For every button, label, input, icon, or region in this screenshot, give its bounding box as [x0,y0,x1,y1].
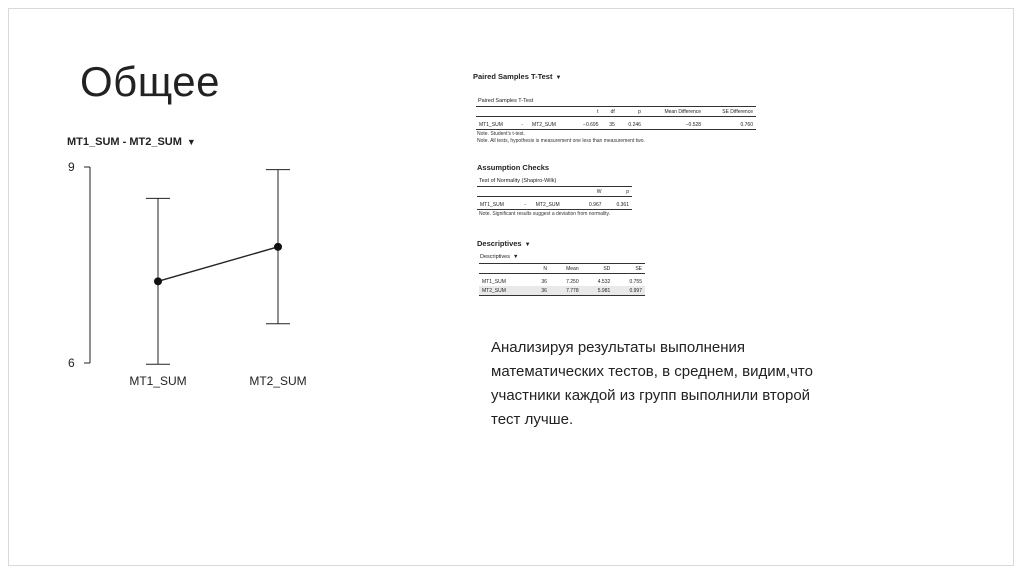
assumptions-cell: - [524,201,527,208]
descriptives-col-header [479,264,530,274]
descriptives-row [479,274,645,287]
series-connector-line [158,247,278,281]
ttest-caret-icon[interactable]: ▼ [555,75,562,81]
x-tick-label: MT1_SUM [129,374,187,388]
slide-title: Общее [80,58,221,105]
ttest-col-header [476,107,518,117]
descriptives-caption-caret-icon[interactable]: ▼ [512,254,519,260]
descriptives-col-header: Mean [566,265,579,272]
body-line-2: математических тестов, в среднем, видим,что [491,363,813,380]
ttest-cell: 35 [609,121,615,128]
ttest-table [476,106,756,130]
ttest-col-header: t [597,108,599,115]
assumptions-col-header [521,187,532,197]
plot-header-label: MT1_SUM - MT2_SUM [67,136,182,148]
ttest-cell: −0.695 [583,121,599,128]
assumptions-col-header [477,187,521,197]
y-tick-label: 6 [68,356,75,370]
ttest-cell: 0.246 [628,121,641,128]
assumptions-note: Note. Significant results suggest a deviation from normality. [479,211,611,217]
ttest-heading[interactable] [473,72,561,81]
ttest-cell: MT1_SUM [479,121,503,128]
assumptions-table-caption: Test of Normality (Shapiro-Wilk) [479,178,557,184]
descriptives-caret-icon[interactable]: ▼ [524,242,531,248]
assumptions-cell: 0.967 [589,201,602,208]
assumptions-cell: MT2_SUM [535,201,560,208]
descriptives-cell: 0.997 [613,286,645,296]
body-line-1: Анализируя результаты выполнения [491,339,746,356]
ttest-cell: 0.760 [740,121,753,128]
ttest-cell: −0.528 [685,121,702,128]
descriptives-caption[interactable] [480,254,518,260]
ttest-title: Paired Samples T-Test [473,72,553,81]
plot-header[interactable] [67,136,196,148]
plot-header-caret-icon[interactable]: ▼ [186,137,196,147]
data-point [154,277,162,285]
descriptives-cell: 0.755 [629,278,642,285]
descriptives-cell: 36 [530,286,550,296]
descriptives-cell: 7.250 [566,278,579,285]
assumptions-table [477,186,632,210]
descriptives-cell: 5.981 [582,286,614,296]
ttest-notes [477,131,645,144]
y-tick-label: 9 [68,160,75,174]
data-point [274,243,282,251]
descriptives-caption-label: Descriptives [480,254,510,260]
assumptions-col-header: p [626,188,629,195]
ttest-note-1: Note. Student's t-test. [477,131,525,137]
ttest-col-header: SE Difference [722,108,753,115]
body-line-4: тест лучше. [491,411,574,428]
ttest-row [476,117,756,130]
descriptives-col-header: N [543,265,547,272]
descriptives-cell: 4.532 [597,278,611,285]
ttest-cell: MT2_SUM [532,121,556,128]
ttest-table-caption: Paired Samples T-Test [478,98,534,104]
descriptives-plot [60,155,330,405]
ttest-header-row [476,107,756,117]
body-text [491,336,891,432]
descriptives-title: Descriptives [477,239,522,248]
ttest-col-header: df [610,108,615,115]
descriptives-cell: MT1_SUM [482,278,506,285]
ttest-note-2: Note. All tests, hypothesis is measurement one less than measurement two. [477,137,645,144]
descriptives-table [479,263,645,296]
ttest-col-header: p [638,108,641,115]
descriptives-col-header: SD [603,265,611,272]
descriptives-row [479,286,645,296]
assumptions-heading: Assumption Checks [477,163,550,172]
ttest-cell: - [521,121,523,128]
assumptions-col-header [533,187,577,197]
assumptions-cell: 0.361 [616,201,629,208]
x-tick-label: MT2_SUM [249,374,307,388]
assumptions-header-row [477,187,632,197]
ttest-col-header: Mean Difference [664,108,702,115]
body-line-3: участники каждой из групп выполнили второй [491,387,811,404]
descriptives-cell: MT2_SUM [479,286,530,296]
descriptives-header-row [479,264,645,274]
ttest-col-header [518,107,529,117]
descriptives-heading[interactable] [477,239,531,248]
assumptions-cell: MT1_SUM [480,201,504,208]
assumptions-row [477,197,632,210]
descriptives-cell: 7.778 [550,286,582,296]
assumptions-col-header: W [596,188,602,195]
descriptives-cell: 36 [541,278,547,285]
ttest-col-header [529,107,571,117]
descriptives-col-header: SE [635,265,642,272]
